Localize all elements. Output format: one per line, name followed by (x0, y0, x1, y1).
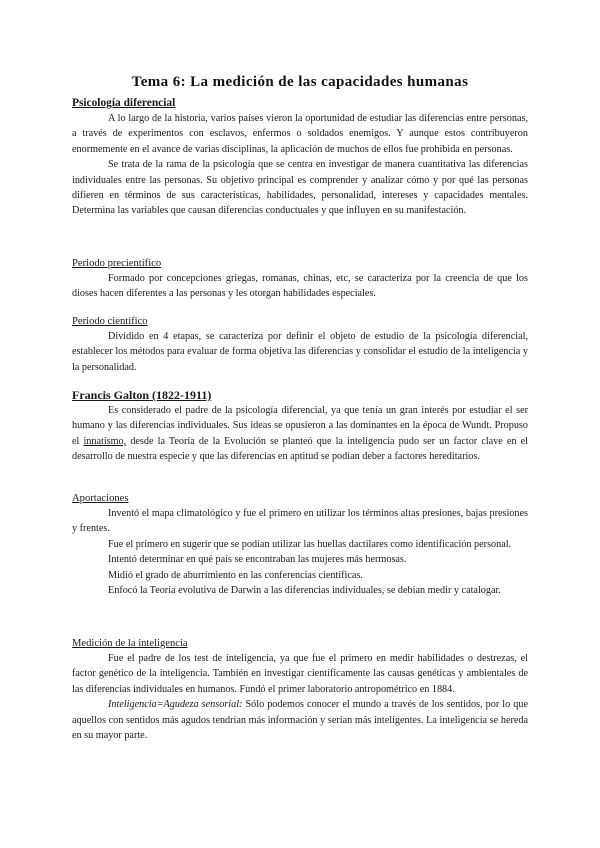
page-title: Tema 6: La medición de las capacidades humanas (131, 74, 469, 90)
paragraph: Se trata de la rama de la psicología que se centra en investigar de manera cuantitativa las diferencias individuales entre las personas. Su objetivo principal es comprender y analizar cómo y por qué las personas difieren en términos de sus características, habilidades, personalidad, intereses y capacidades mentales. Determina las variables que causan diferencias conductuales y que influyen en su manifestación. (72, 159, 528, 217)
section-heading: Francis Galton (1822-1911) (72, 388, 212, 402)
section-heading: Medición de la inteligencia (72, 638, 188, 649)
paragraph: Fue el padre de los test de inteligencia, ya que fue el primero en medir habilidades o destrezas, el factor genético de la inteligencia. También en investigar científicamente las causas genéticas y ambientales de las diferencias individuales en humanos. Fundó el primer laboratorio antropométrico en 1884. (72, 653, 528, 695)
paragraph: Dividido en 4 etapas, se caracteriza por definir el objeto de estudio de la psicología diferencial, establecer los métodos para evaluar de forma objetiva las diferencias y consolidar el estudio de la inteligencia y la personalidad. (72, 331, 528, 373)
paragraph (72, 697, 528, 743)
list-item: Inventó el mapa climatológico y fue el primero en utilizar los términos altas presiones, bajas presiones y frentes. (72, 508, 528, 535)
section-heading: Periodo científico (72, 316, 148, 327)
section-psicologia-diferencial (72, 95, 528, 219)
list-item: Enfocó la Teoría evolutiva de Darwin a las diferencias individuales, se debían medir y catalogar. (108, 585, 501, 597)
innatismo-term: innatismo, (83, 435, 127, 447)
section-francis-galton (72, 387, 528, 465)
paragraph (72, 403, 528, 465)
paragraph-text: Es considerado el padre de la psicología diferencial, ya que tenía un gran interés por estudiar el ser humano y las diferencias individuales. Sus ideas se opusieron a las dominantes en la época de Wundt. Propuso el (72, 405, 528, 447)
section-aportaciones (72, 491, 528, 598)
section-periodo-precientifico (72, 256, 528, 302)
list-item: Midió el grado de aburrimiento en las conferencias científicas. (108, 569, 363, 581)
section-heading: Aportaciones (72, 493, 129, 504)
section-medicion-inteligencia (72, 636, 528, 743)
list-item: Intentó determinar en qué país se encontraban las mujeres más hermosas. (108, 554, 407, 566)
section-heading: Periodo precientífico (72, 258, 162, 269)
section-heading: Psicología diferencial (72, 97, 176, 109)
paragraph: A lo largo de la historia, varios países vieron la oportunidad de estudiar las diferencias entre personas, a través de experimentos con esclavos, enfermos o soldados enemigos. Y aunque estos contribuyeron enormemente en el avance de varias disciplinas, la aplicación de muchos de ellos fue prohibida en personas. (72, 113, 528, 155)
section-periodo-cientifico (72, 314, 528, 375)
paragraph: Formado por concepciones griegas, romanas, chinas, etc, se caracteriza por la creencia de que los dioses hacen diferentes a las personas y les otorgan habilidades especiales. (72, 273, 528, 300)
list-item: Fue el primero en sugerir que se podían utilizar las huellas dactilares como identificación personal. (108, 538, 512, 550)
paragraph-text: desde la Teoría de la Evolución se planteó que la inteligencia pudo ser un factor clave en el desarrollo de nuestra especie y que las diferencias en aptitud se podían deber a factores hereditarios. (72, 435, 528, 463)
paragraph-text: Sólo podemos conocer el mundo a través de los sentidos, por lo que aquellos con sentidos más agudos tendrían más información y serían más inteligentes. La inteligencia se hereda en su mayor parte. (72, 699, 528, 742)
definition-term: Inteligencia=Agudeza sensorial: (108, 699, 243, 711)
